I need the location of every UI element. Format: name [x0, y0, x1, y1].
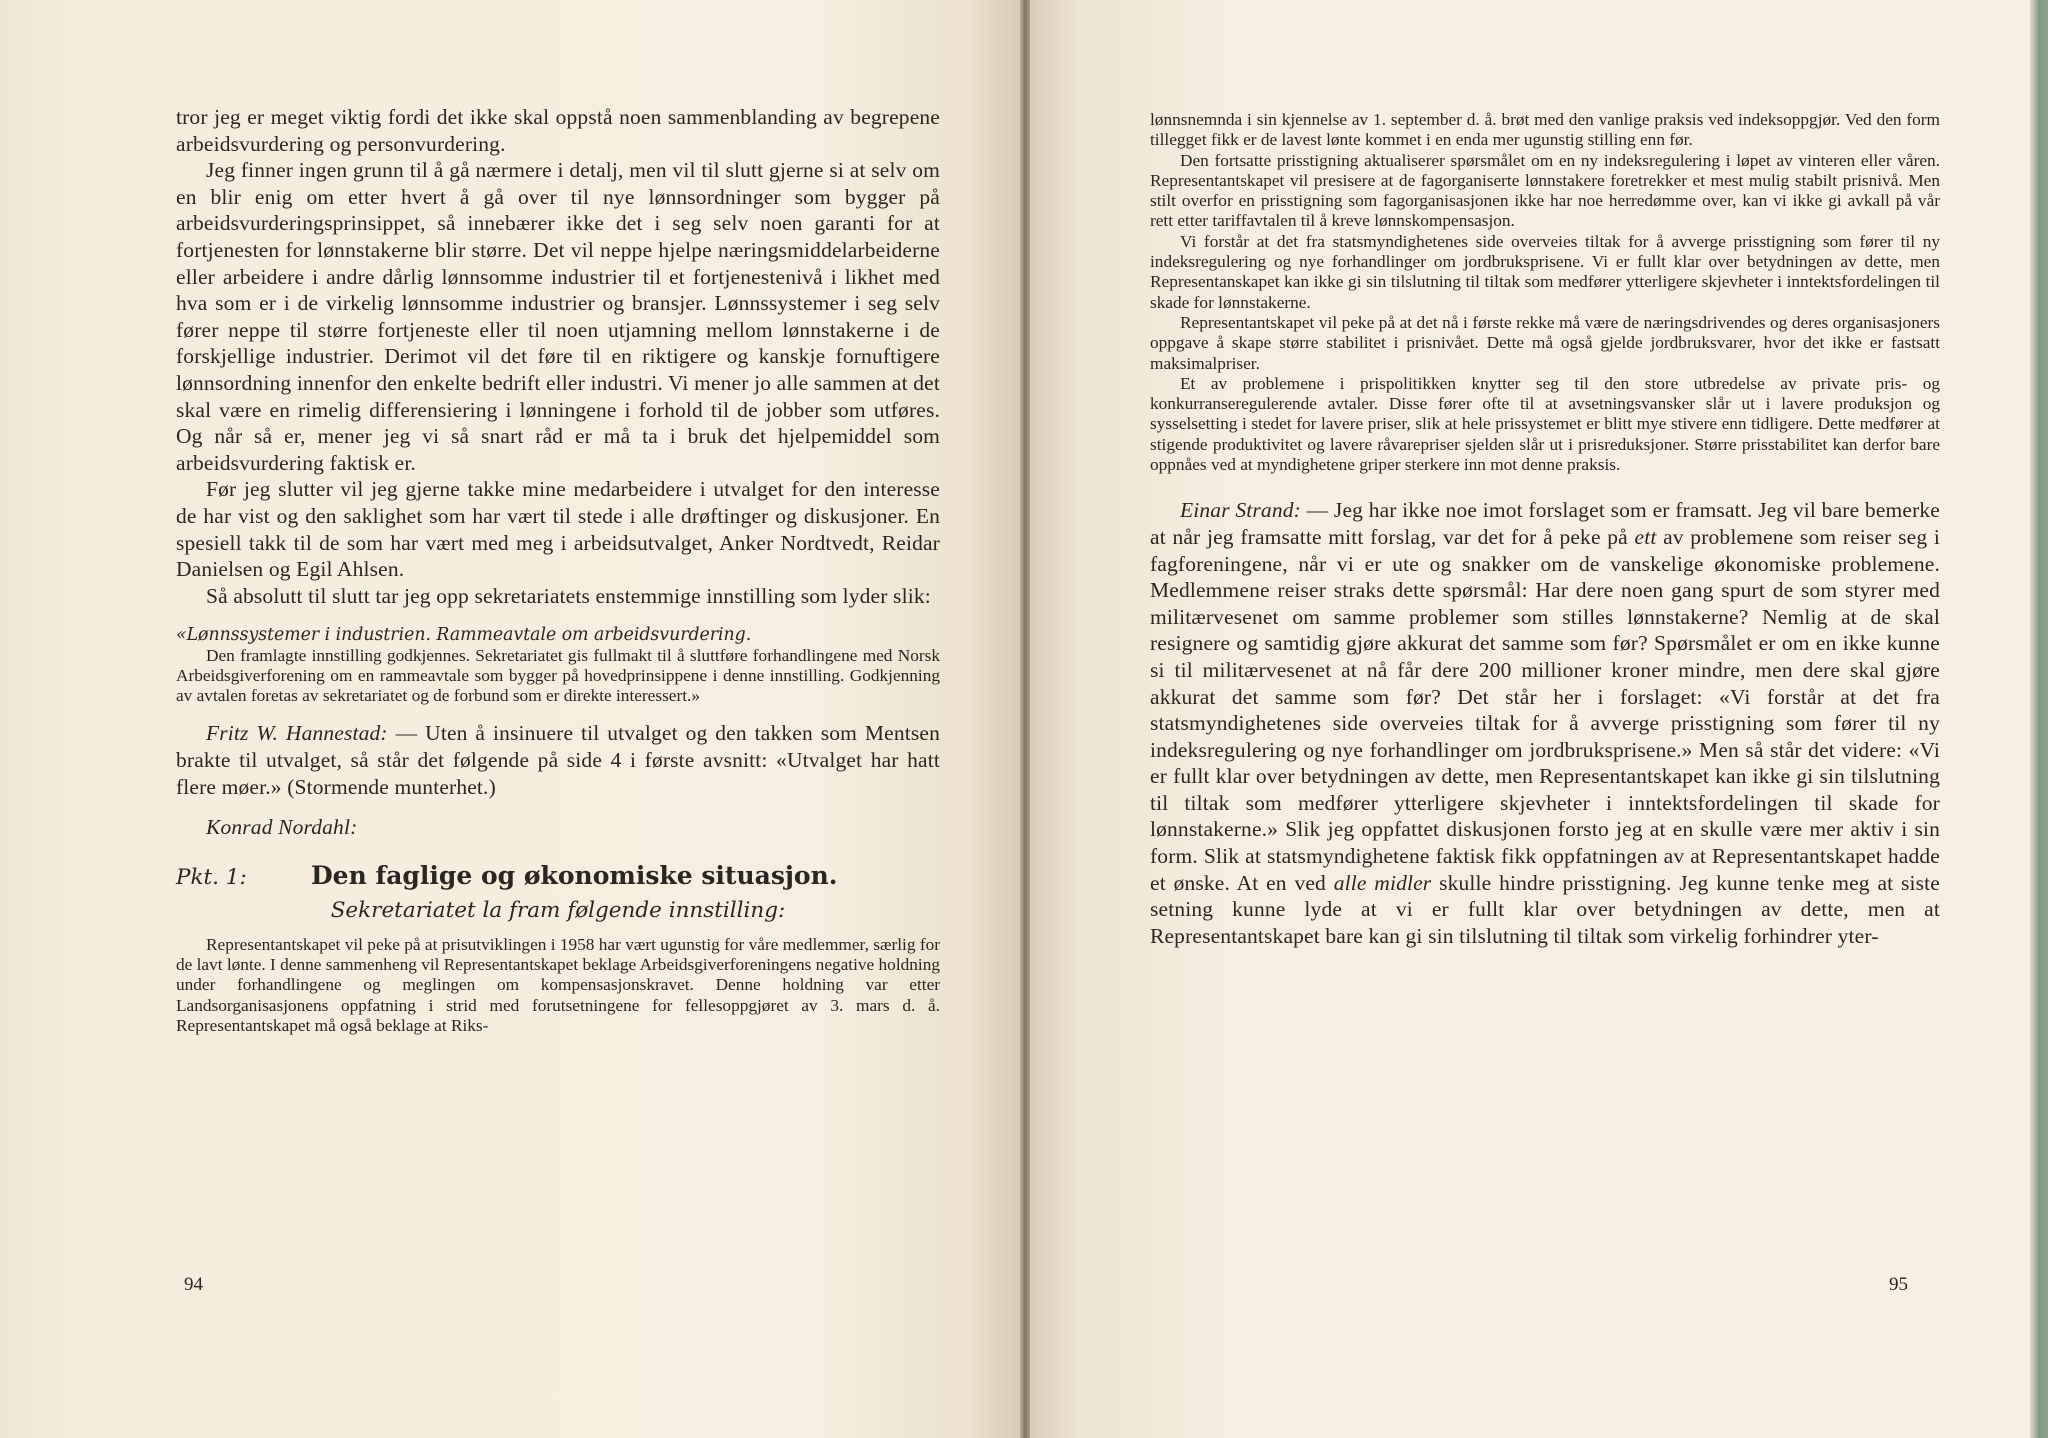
page-number: 94 [184, 1274, 203, 1295]
paragraph: Den fortsatte prisstigning aktualiserer spørsmålet om en ny indeksregulering i løpet av vinteren eller våren. Representantskapet vil presisere at de fagorganiserte lønnstakere foretrekker et mest mulig stabilt prisnivå. Men stilt overfor en prisstigning som fagorganisasjonen ikke har noe herredømme over, kan vi ikke gi avkall på vår rett etter tariffavtalen til å kreve lønnskompensasjon. [1150, 150, 1940, 231]
paragraph: Vi forstår at det fra statsmyndighetenes side overveies tiltak for å avverge prisstigning som fører til ny indeksregulering og nye forhandlinger om jordbruksprisene. Vi er fullt klar over betydningen av dette, men Representanskapet kan ikke gi sin tilslutning til tiltak som medfører ytterligere skjevheter i inntektsfordelingen til skade for lønnstakerne. [1150, 231, 1940, 312]
paragraph: lønnsnemnda i sin kjennelse av 1. september d. å. brøt med den vanlige praksis ved indeksoppgjør. Ved den form tillegget fikk er de lavest lønte kommet i en enda mer ugunstig stilling enn før. [1150, 110, 1940, 150]
innstilling-text: Representantskapet vil peke på at prisutviklingen i 1958 har vært ugunstig for våre medlemmer, særlig for de lavt lønte. I denne sammenheng vil Representantskapet beklage Arbeidsgiverforeningens negative holdning under forhandlingene og meglingen om kompensasjonskravet. Denne holdning var etter Landsorganisasjonens oppfatning i strid med forutsetningene for fellesoppgjøret av 3. mars d. å. Representantskapet må også beklage at Riks- [176, 934, 940, 1036]
emphasis: ett [1634, 524, 1657, 549]
quote-title: «Lønnssystemer i industrien. Rammeavtale om arbeidsvurdering. [176, 625, 752, 646]
speech-paragraph [176, 720, 940, 800]
speaker-name: Einar Strand: [1180, 498, 1301, 523]
speaker-name: Konrad Nordahl: [206, 815, 358, 840]
section-title: Den faglige og økonomiske situasjon. [311, 860, 838, 890]
section-label: Pkt. 1: [176, 864, 247, 890]
right-page [1030, 0, 2048, 1438]
speech-text: skulle hindre prisstigning. Jeg kunne tenke meg at siste setning kunne lyde at vi er fullt klar over betydningen av dette, men at Representantskapet bare kan gi sin tilslutning til tiltak som virkelig forhindrer yter- [1150, 870, 1940, 948]
left-page [0, 0, 1020, 1438]
paragraph: Representantskapet vil peke på at det nå i første rekke må være de næringsdrivendes og deres organisasjoners oppgave å skape større stabilitet i prisnivået. Dette må også gjelde jordbruksvarer, hvor det ikke er fastsatt maksimalpriser. [1150, 312, 1940, 373]
speech-text: — Uten å insinuere til utvalget og den takken som Mentsen brakte til utvalget, så står det følgende på side 4 i første avsnitt: «Utvalget har hatt flere møer.» (Stormende munterhet.) [176, 721, 940, 799]
paragraph: Før jeg slutter vil jeg gjerne takke mine medarbeidere i utvalget for den interesse de har vist og den saklighet som har vært til stede i alle drøftinger og diskusjoner. En spesiell takk til de som har vært med meg i arbeidsutvalget, Anker Nordtvedt, Reidar Danielsen og Egil Ahlsen. [176, 477, 940, 582]
speaker-name: Fritz W. Hannestad: [206, 721, 388, 746]
speech-paragraph [1150, 497, 1940, 949]
paragraph: Et av problemene i prispolitikken knytter seg til den store utbredelse av private pris- og konkurranseregulerende avtaler. Disse fører ofte til at avsetningsvansker slår ut i lavere produksjon og sysselsetting i stedet for lavere priser, slik at hele prissystemet er blitt mye stivere enn tidligere. Dette medfører at stigende produktivitet og lavere råvarepriser sjelden slår ut i prisreduksjoner. Større prisstabilitet kan derfor bare oppnåes ved at myndighetene griper sterkere inn mot denne praksis. [1150, 373, 1940, 475]
speech-text: — Jeg har ikke noe imot forslaget som er framsatt. Jeg vil bare bemerke at når jeg framsatte mitt forslag, var det for å peke på [1150, 498, 1940, 549]
page-number: 95 [1889, 1274, 1908, 1295]
subheading: Sekretariatet la fram følgende innstilling: [330, 897, 786, 923]
paragraph: Jeg finner ingen grunn til å gå nærmere i detalj, men vil til slutt gjerne si at selv om en blir enig om etter hvert å gå over til nye lønnsordninger som bygger på arbeidsvurderingsprinsippet, så innebærer ikke det i seg selv noen garanti for at fortjenesten for lønnstakerne blir større. Det vil neppe hjelpe næringsmiddelarbeiderne eller arbeidere i andre dårlig lønnsomme industrier til et fortjenestenivå i likhet med hva som er i de virkelig lønnsomme industrier og bransjer. Lønnssystemer i seg selv fører neppe til større fortjeneste eller til noen utjamning mellom lønnstakerne i de forskjellige industrier. Derimot vil det føre til en riktigere og kanskje fornuftigere lønnsordning innenfor den enkelte bedrift eller industri. Vi mener jo alle sammen at det skal være en rimelig differensiering i lønningene i forhold til de jobber som utføres. Og når så er, mener jeg vi så snart råd er må ta i bruk det hjelpemiddel som arbeidsvurdering faktisk er. [176, 158, 940, 475]
quote-body: Den framlagte innstilling godkjennes. Sekretariatet gis fullmakt til å sluttføre forhandlingene med Norsk Arbeidsgiverforening om en rammeavtale som bygger på hovedprinsippene i denne innstilling. Godkjenning av avtalen foretas av sekretariatet og de forbund som er direkte interessert.» [176, 645, 940, 706]
paragraph: Så absolutt til slutt tar jeg opp sekretariatets enstemmige innstilling som lyder slik: [206, 583, 931, 608]
book-gutter [1020, 0, 1030, 1438]
emphasis: alle midler [1333, 870, 1432, 895]
speech-text: av problemene som reiser seg i fagforeningene, når vi er ute og snakker om de vanskelige økonomiske problemene. Medlemmene reiser straks dette spørsmål: Har dere noen gang spurt de som styrer med militærvesenet om samme problemer som stilles lønnstakerne? Nemlig at de skal resignere og samtidig gjøre akkurat det samme som før? Spørsmålet er om en ikke kunne si til militærvesenet at nå får dere 200 millioner kroner mindre, men dere skal gjøre akkurat det samme som før? Det står her i forslaget: «Vi forstår at det fra statsmyndighetenes side overveies tiltak for å avverge prisstigning som fører til ny indeksregulering og nye forhandlinger om jordbruksprisene.» Men så står det videre: «Vi er fullt klar over betydningen av dette, men Representantskapet kan ikke gi sin tilslutning til tiltak som medfører ytterligere skjevheter i inntektsfordelingen til skade for lønnstakerne.» Slik jeg oppfattet diskusjonen forsto jeg at en skulle være mer aktiv i sin form. Slik at statsmyndighetene faktisk fikk oppfatningen av at Representantskapet hadde et ønske. At en ved [1150, 524, 1940, 895]
paragraph: tror jeg er meget viktig fordi det ikke skal oppstå noen sammenblanding av begrepene arbeidsvurdering og personvurdering. [176, 105, 940, 156]
section-heading [176, 861, 940, 890]
